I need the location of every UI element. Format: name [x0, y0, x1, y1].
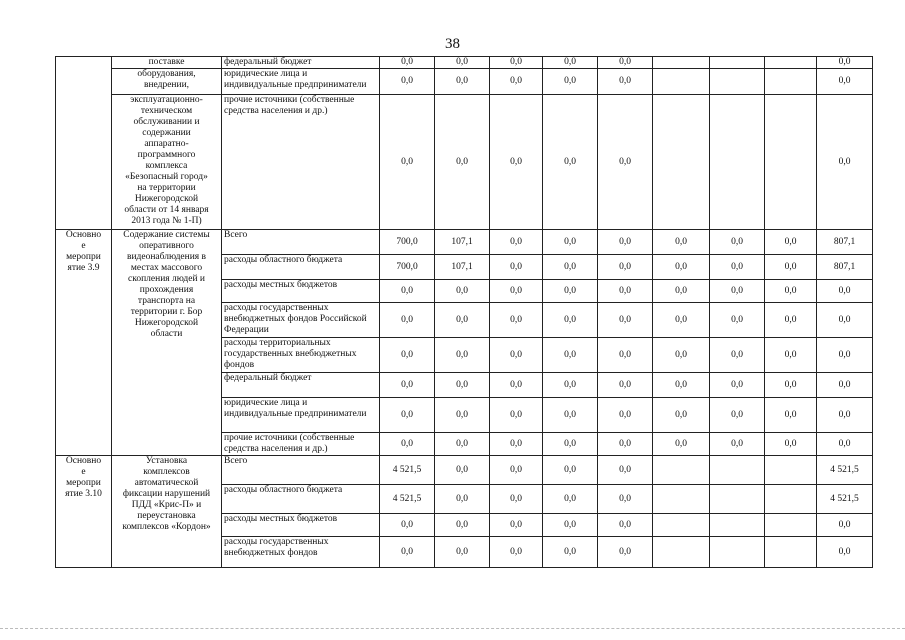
funding-source-cell: расходы областного бюджета — [222, 485, 380, 514]
funding-source-cell: расходы государственных внебюджетных фондов — [222, 537, 380, 568]
table-row — [56, 69, 873, 95]
value-cell: 0,0 — [435, 433, 490, 456]
value-cell: 0,0 — [543, 433, 598, 456]
measure-name-cell: оборудования, внедрении, — [112, 69, 222, 95]
value-cell: 0,0 — [817, 57, 873, 69]
value-cell: 0,0 — [598, 338, 653, 373]
value-cell: 0,0 — [543, 398, 598, 433]
value-cell: 0,0 — [653, 338, 710, 373]
funding-source-cell: расходы местных бюджетов — [222, 514, 380, 537]
value-cell: 0,0 — [817, 537, 873, 568]
value-cell: 0,0 — [765, 280, 817, 303]
value-cell: 0,0 — [710, 280, 765, 303]
value-cell — [765, 537, 817, 568]
budget-table — [55, 56, 873, 568]
page-number: 38 — [445, 36, 460, 52]
value-cell: 0,0 — [817, 433, 873, 456]
table-row — [56, 456, 873, 485]
value-cell — [653, 456, 710, 485]
funding-source-cell: расходы территориальных государственных внебюджетных фондов — [222, 338, 380, 373]
value-cell: 0,0 — [598, 373, 653, 398]
value-cell: 0,0 — [543, 338, 598, 373]
value-cell: 807,1 — [817, 230, 873, 255]
value-cell: 0,0 — [435, 69, 490, 95]
value-cell: 0,0 — [380, 537, 435, 568]
value-cell: 0,0 — [490, 230, 543, 255]
value-cell: 0,0 — [490, 255, 543, 280]
value-cell: 0,0 — [765, 373, 817, 398]
value-cell: 0,0 — [598, 398, 653, 433]
value-cell: 0,0 — [710, 255, 765, 280]
value-cell: 0,0 — [710, 303, 765, 338]
value-cell: 0,0 — [710, 398, 765, 433]
value-cell: 0,0 — [490, 398, 543, 433]
value-cell: 0,0 — [598, 230, 653, 255]
funding-source-cell: юридические лица и индивидуальные предприниматели — [222, 398, 380, 433]
measure-name-cell: поставке — [112, 57, 222, 69]
value-cell: 0,0 — [490, 514, 543, 537]
value-cell: 0,0 — [598, 433, 653, 456]
value-cell — [653, 537, 710, 568]
value-cell: 0,0 — [380, 57, 435, 69]
value-cell: 0,0 — [435, 373, 490, 398]
value-cell: 0,0 — [380, 398, 435, 433]
value-cell: 0,0 — [710, 230, 765, 255]
value-cell: 0,0 — [765, 303, 817, 338]
value-cell: 0,0 — [490, 303, 543, 338]
value-cell: 0,0 — [817, 338, 873, 373]
value-cell: 0,0 — [435, 514, 490, 537]
value-cell: 4 521,5 — [380, 485, 435, 514]
funding-source-cell: расходы областного бюджета — [222, 255, 380, 280]
value-cell — [710, 514, 765, 537]
value-cell: 0,0 — [710, 433, 765, 456]
value-cell: 0,0 — [817, 69, 873, 95]
value-cell: 0,0 — [598, 514, 653, 537]
value-cell: 0,0 — [435, 537, 490, 568]
measure-name-cell: эксплуатационно- техническом обслуживании и содержании аппаратно- программного комплекса «Безопасный город» на территории Нижегородской области от 14 января 2013 года № 1-П) — [112, 95, 222, 230]
value-cell: 0,0 — [817, 303, 873, 338]
value-cell: 0,0 — [435, 95, 490, 230]
value-cell — [710, 95, 765, 230]
value-cell: 0,0 — [490, 280, 543, 303]
value-cell: 4 521,5 — [817, 456, 873, 485]
value-cell — [765, 95, 817, 230]
value-cell: 0,0 — [543, 485, 598, 514]
value-cell: 0,0 — [435, 456, 490, 485]
value-cell: 107,1 — [435, 230, 490, 255]
measure-number-cell: Основно е меропри ятие 3.9 — [56, 230, 112, 456]
value-cell: 0,0 — [817, 514, 873, 537]
value-cell: 0,0 — [765, 338, 817, 373]
value-cell: 0,0 — [543, 255, 598, 280]
value-cell: 0,0 — [543, 230, 598, 255]
scan-edge-line — [0, 628, 905, 630]
value-cell: 0,0 — [435, 57, 490, 69]
value-cell: 0,0 — [653, 230, 710, 255]
value-cell — [653, 95, 710, 230]
value-cell: 0,0 — [653, 303, 710, 338]
value-cell: 0,0 — [543, 95, 598, 230]
value-cell: 0,0 — [543, 537, 598, 568]
value-cell: 0,0 — [380, 338, 435, 373]
value-cell: 0,0 — [765, 255, 817, 280]
value-cell: 700,0 — [380, 255, 435, 280]
value-cell: 0,0 — [435, 303, 490, 338]
measure-number-cell — [56, 57, 112, 230]
value-cell — [653, 69, 710, 95]
value-cell: 0,0 — [817, 280, 873, 303]
funding-source-cell: прочие источники (собственные средства населения и др.) — [222, 95, 380, 230]
value-cell: 0,0 — [435, 280, 490, 303]
value-cell: 0,0 — [710, 338, 765, 373]
value-cell: 0,0 — [490, 433, 543, 456]
value-cell — [653, 57, 710, 69]
value-cell: 807,1 — [817, 255, 873, 280]
value-cell: 0,0 — [543, 303, 598, 338]
value-cell: 700,0 — [380, 230, 435, 255]
value-cell: 0,0 — [543, 280, 598, 303]
value-cell: 0,0 — [765, 230, 817, 255]
measure-name-cell: Установка комплексов автоматической фиксации нарушений ПДД «Крис-П» и переустановка комплексов «Кордон» — [112, 456, 222, 568]
value-cell: 0,0 — [598, 537, 653, 568]
funding-source-cell: Всего — [222, 230, 380, 255]
value-cell: 0,0 — [490, 373, 543, 398]
value-cell: 0,0 — [490, 69, 543, 95]
value-cell — [765, 456, 817, 485]
value-cell: 0,0 — [490, 338, 543, 373]
value-cell: 0,0 — [653, 255, 710, 280]
value-cell: 0,0 — [435, 485, 490, 514]
value-cell: 0,0 — [380, 373, 435, 398]
value-cell: 0,0 — [490, 456, 543, 485]
value-cell: 0,0 — [380, 280, 435, 303]
funding-source-cell: Всего — [222, 456, 380, 485]
value-cell: 0,0 — [653, 280, 710, 303]
value-cell: 0,0 — [653, 398, 710, 433]
value-cell: 0,0 — [710, 373, 765, 398]
value-cell — [765, 57, 817, 69]
value-cell — [710, 57, 765, 69]
value-cell: 0,0 — [598, 456, 653, 485]
value-cell: 0,0 — [490, 57, 543, 69]
measure-name-cell: Содержание системы оперативного видеонаблюдения в местах массового скопления людей и прохождения транспорта на территории г. Бор Нижегородской области — [112, 230, 222, 456]
value-cell: 0,0 — [598, 255, 653, 280]
value-cell: 0,0 — [380, 433, 435, 456]
value-cell — [765, 485, 817, 514]
value-cell — [710, 456, 765, 485]
value-cell: 0,0 — [598, 57, 653, 69]
value-cell: 0,0 — [598, 280, 653, 303]
value-cell — [653, 514, 710, 537]
budget-table-body — [56, 57, 873, 568]
value-cell: 0,0 — [598, 303, 653, 338]
funding-source-cell: юридические лица и индивидуальные предприниматели — [222, 69, 380, 95]
value-cell: 0,0 — [380, 303, 435, 338]
value-cell: 107,1 — [435, 255, 490, 280]
value-cell: 0,0 — [380, 95, 435, 230]
value-cell — [765, 514, 817, 537]
value-cell: 0,0 — [653, 433, 710, 456]
measure-number-cell: Основно е меропри ятие 3.10 — [56, 456, 112, 568]
value-cell: 0,0 — [380, 514, 435, 537]
funding-source-cell: расходы местных бюджетов — [222, 280, 380, 303]
value-cell: 0,0 — [490, 537, 543, 568]
value-cell: 0,0 — [653, 373, 710, 398]
funding-source-cell: федеральный бюджет — [222, 57, 380, 69]
table-row — [56, 57, 873, 69]
value-cell: 0,0 — [817, 373, 873, 398]
value-cell — [710, 537, 765, 568]
funding-source-cell: расходы государственных внебюджетных фондов Российской Федерации — [222, 303, 380, 338]
value-cell — [710, 69, 765, 95]
value-cell — [710, 485, 765, 514]
funding-source-cell: прочие источники (собственные средства населения и др.) — [222, 433, 380, 456]
value-cell: 0,0 — [435, 338, 490, 373]
value-cell: 0,0 — [543, 69, 598, 95]
value-cell: 0,0 — [817, 398, 873, 433]
value-cell: 0,0 — [543, 456, 598, 485]
value-cell: 0,0 — [543, 57, 598, 69]
value-cell: 4 521,5 — [380, 456, 435, 485]
table-row — [56, 230, 873, 255]
value-cell: 0,0 — [543, 514, 598, 537]
value-cell: 0,0 — [598, 95, 653, 230]
value-cell — [765, 69, 817, 95]
value-cell: 0,0 — [817, 95, 873, 230]
table-row — [56, 95, 873, 230]
value-cell: 0,0 — [435, 398, 490, 433]
funding-source-cell: федеральный бюджет — [222, 373, 380, 398]
value-cell: 0,0 — [490, 95, 543, 230]
value-cell: 0,0 — [598, 485, 653, 514]
value-cell: 0,0 — [543, 373, 598, 398]
value-cell: 0,0 — [765, 433, 817, 456]
value-cell: 4 521,5 — [817, 485, 873, 514]
value-cell: 0,0 — [380, 69, 435, 95]
value-cell — [653, 485, 710, 514]
value-cell: 0,0 — [765, 398, 817, 433]
value-cell: 0,0 — [598, 69, 653, 95]
value-cell: 0,0 — [490, 485, 543, 514]
